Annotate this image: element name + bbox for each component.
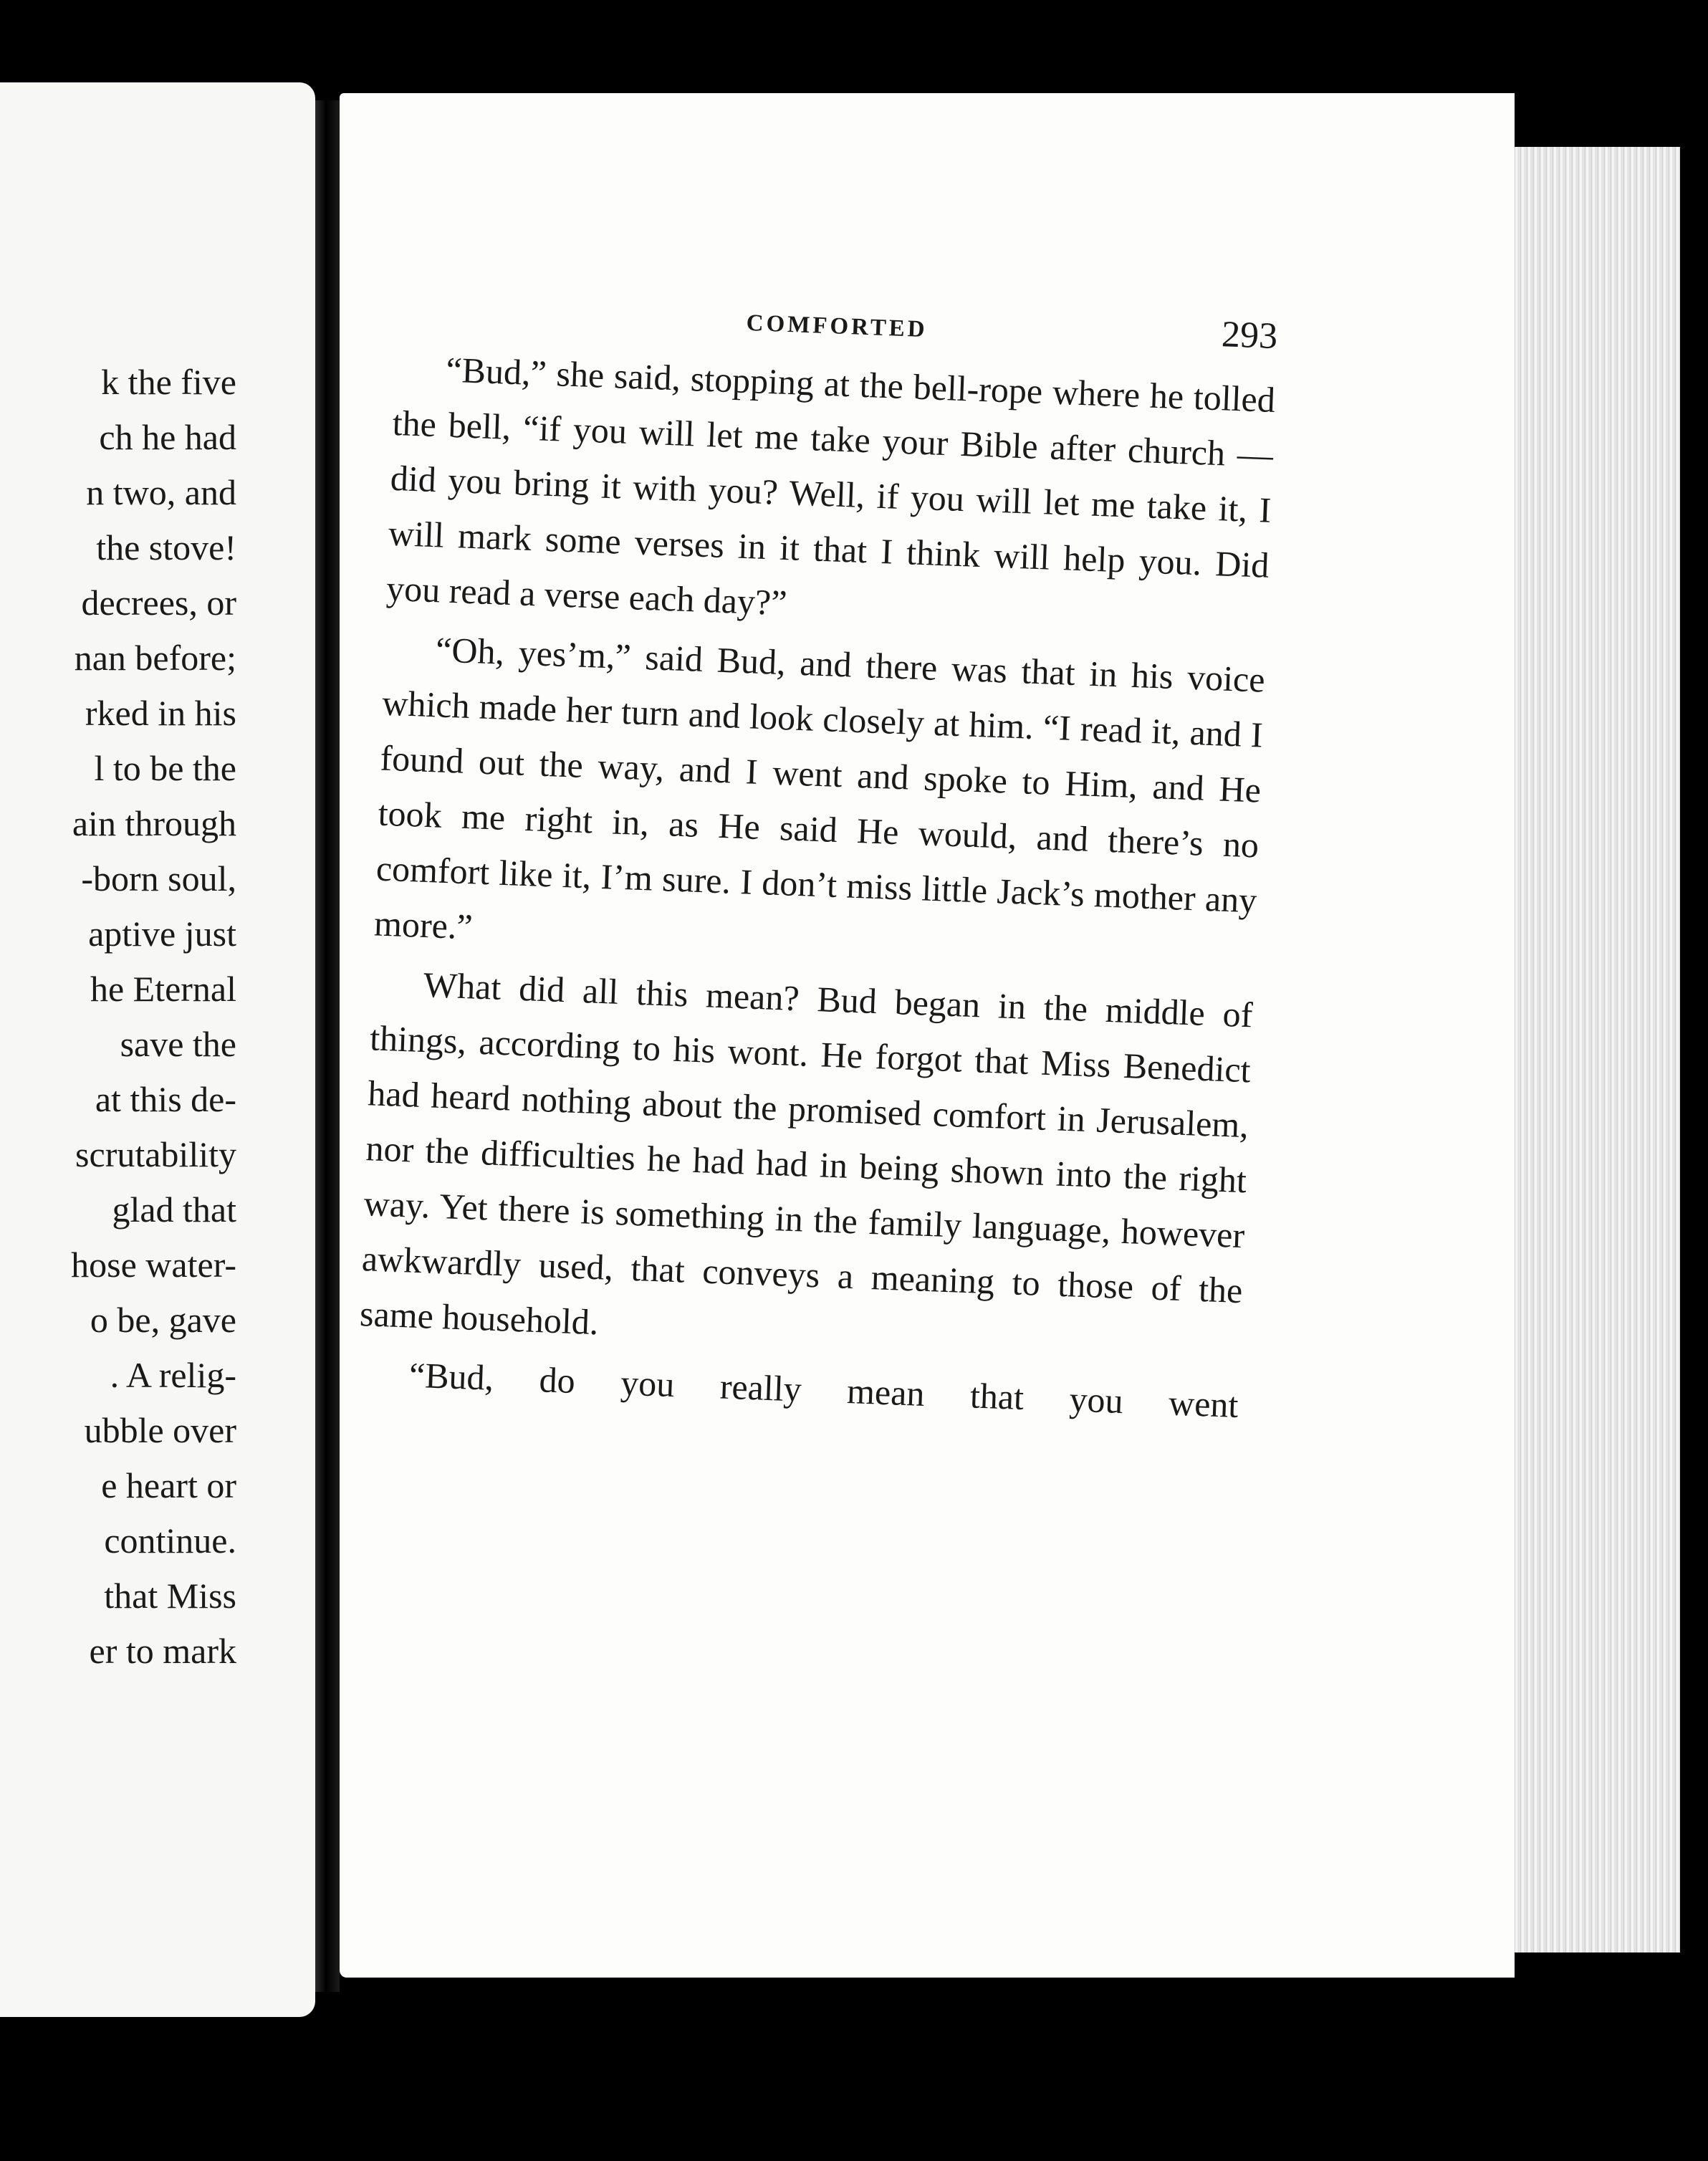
- left-line: . A relig-: [110, 1355, 236, 1395]
- left-line: nan before;: [74, 638, 236, 678]
- left-line: glad that: [112, 1189, 236, 1230]
- left-line: e heart or: [101, 1465, 236, 1505]
- paragraph: What did all this mean? Bud began in the middle of things, according to his wont. He forgot that Miss Benedict had heard nothing about the promised comfort in Jerusalem, nor the difficulties he had had in being shown into the right way. Yet there is something in the family language, however awkwardly used, that conveys a meaning to those of the same household.: [359, 964, 1254, 1343]
- left-line: that Miss: [104, 1576, 236, 1616]
- book-gutter: [315, 100, 340, 1992]
- paragraph: “Bud,” she said, stopping at the bell-rope where he tolled the bell, “if you will let me take your Bible after church — did you bring it with you? Well, if you will let me take it, I will mark some verses in it that I think will help you. Did you read a verse each day?”: [385, 349, 1276, 623]
- left-line: k the five: [101, 362, 236, 402]
- left-page-text: [71, 355, 236, 1679]
- paragraph: “Bud, do you really mean that you went: [408, 1354, 1239, 1426]
- left-line: continue.: [104, 1520, 236, 1561]
- right-page-text: [357, 283, 1279, 1437]
- left-line: -born soul,: [81, 858, 236, 899]
- left-line: n two, and: [86, 472, 236, 512]
- left-line: hose water-: [71, 1245, 236, 1285]
- left-line: l to be the: [94, 748, 236, 788]
- left-line: rked in his: [85, 693, 236, 733]
- page-number: 293: [1221, 314, 1279, 358]
- left-line: aptive just: [88, 914, 236, 954]
- left-line: the stove!: [96, 527, 236, 567]
- left-line: er to mark: [89, 1631, 236, 1671]
- page-edges: [1515, 147, 1680, 1952]
- left-page: [0, 82, 315, 2017]
- left-line: decrees, or: [81, 583, 236, 623]
- left-line: o be, gave: [90, 1300, 236, 1340]
- left-line: ain through: [72, 803, 236, 843]
- running-header-title: COMFORTED: [746, 310, 929, 343]
- left-line: at this de-: [95, 1079, 236, 1119]
- left-line: ubble over: [84, 1410, 236, 1450]
- left-line: scrutability: [75, 1134, 236, 1174]
- left-line: save the: [120, 1024, 236, 1064]
- left-line: ch he had: [99, 417, 236, 457]
- left-line: he Eternal: [90, 969, 236, 1009]
- paragraph: “Oh, yes’m,” said Bud, and there was that in his voice which made her turn and look closely at him. “I read it, and I found out the way, and I went and spoke to Him, and He took me right in, as He said He would, and there’s no comfort like it, I’m sure. I don’t miss little Jack’s mother any more.”: [373, 629, 1266, 947]
